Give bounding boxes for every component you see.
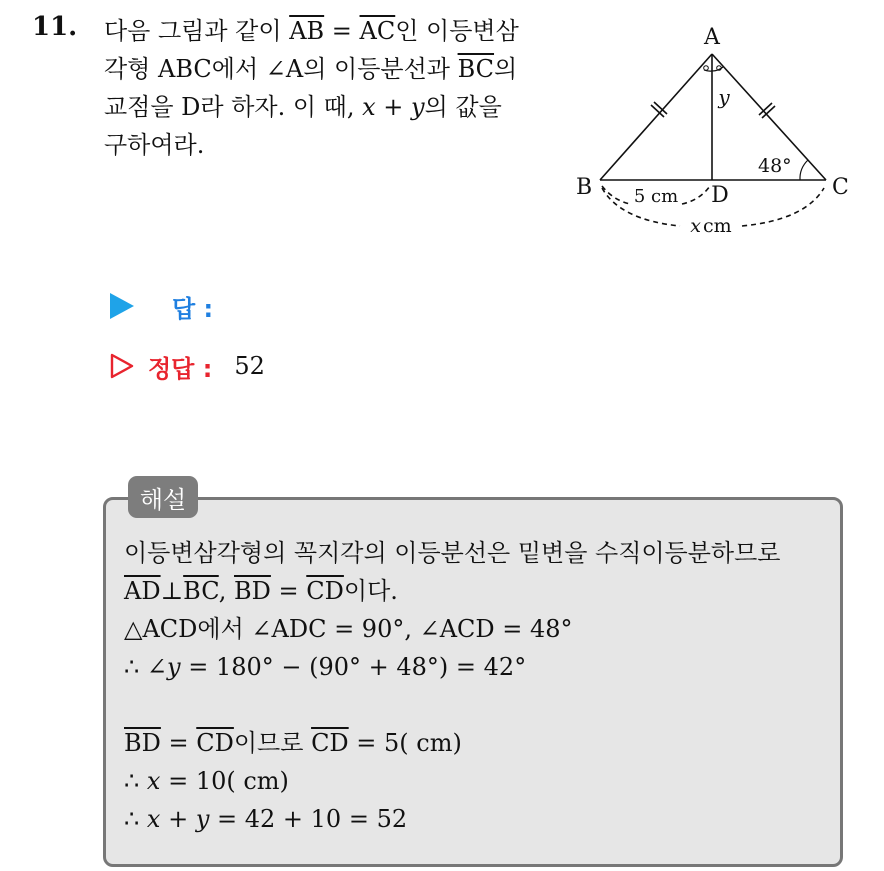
variable-x: x bbox=[146, 805, 161, 833]
plus-sign: + bbox=[160, 805, 196, 833]
variable-y: y bbox=[411, 93, 425, 121]
question-number: 11. bbox=[32, 12, 78, 42]
label-bd-length: 5 cm bbox=[633, 186, 679, 207]
equals-sign: = bbox=[324, 17, 360, 45]
explanation-line-5 bbox=[124, 724, 780, 762]
explanation-text-part: 이다. bbox=[343, 577, 398, 605]
segment-cd: $\overline{CD}$ bbox=[196, 729, 234, 757]
explanation-line-7 bbox=[124, 800, 780, 838]
question-line-1 bbox=[104, 12, 554, 50]
explanation-text-part: = 42 + 10 = 52 bbox=[209, 805, 408, 833]
dashed-bd-right bbox=[682, 186, 710, 204]
answer-label: 답 : bbox=[172, 294, 214, 323]
variable-y: y bbox=[195, 805, 210, 833]
dashed-bc-right bbox=[742, 188, 824, 226]
explanation-line-1: 이등변삼각형의 꼭지각의 이등분선은 밑변을 수직이등분하므로 bbox=[124, 539, 781, 567]
question-text-part: 교점을 D라 하자. 이 때, bbox=[104, 93, 363, 121]
equals-sign: = bbox=[270, 577, 307, 605]
label-bc-unit: cm bbox=[703, 215, 732, 237]
explanation-content bbox=[124, 534, 780, 838]
segment-bd: $\overline{BD}$ bbox=[234, 577, 271, 605]
explanation-tag: 해설 bbox=[128, 476, 198, 518]
label-c: C bbox=[832, 175, 849, 200]
label-d: D bbox=[711, 183, 729, 208]
correct-answer-value: 52 bbox=[234, 352, 265, 380]
outline-triangle-icon bbox=[110, 353, 134, 379]
explanation-text-part: = 5( cm) bbox=[348, 729, 462, 757]
answer-row bbox=[110, 288, 213, 324]
explanation-text-part: 이므로 bbox=[233, 729, 312, 757]
question-line-3 bbox=[104, 88, 554, 126]
correct-answer-row bbox=[110, 348, 265, 384]
segment-bd: $\overline{BD}$ bbox=[124, 729, 161, 757]
explanation-line-4 bbox=[124, 648, 780, 686]
explanation-line-2 bbox=[124, 572, 780, 610]
explanation-text-part: = 180° − (90° + 48°) = 42° bbox=[180, 653, 527, 681]
segment-ad: $\overline{AD}$ bbox=[124, 577, 161, 605]
question-text bbox=[104, 12, 554, 164]
play-icon bbox=[110, 293, 134, 319]
question-text-part: 다음 그림과 같이 bbox=[104, 17, 290, 45]
therefore-sign: ∴ ∠ bbox=[124, 653, 168, 681]
label-b: B bbox=[576, 175, 593, 200]
label-angle-48: 48° bbox=[758, 155, 792, 177]
therefore-sign: ∴ bbox=[124, 805, 147, 833]
question-text-part: 각형 ABC에서 ∠A의 이등분선과 bbox=[104, 55, 458, 83]
angle-arc-c bbox=[800, 160, 808, 180]
label-a: A bbox=[704, 25, 720, 50]
side-ab bbox=[600, 54, 712, 180]
question-text-part: 인 이등변삼 bbox=[395, 17, 519, 45]
variable-x: x bbox=[362, 93, 376, 121]
comma: , bbox=[218, 577, 235, 605]
segment-cd: $\overline{CD}$ bbox=[306, 577, 344, 605]
explanation-line-6 bbox=[124, 762, 780, 800]
equals-sign: = bbox=[160, 729, 197, 757]
segment-ab: $\overline{AB}$ bbox=[289, 17, 325, 45]
variable-x: x bbox=[146, 767, 161, 795]
perpendicular-sign: ⊥ bbox=[160, 577, 184, 605]
dashed-bd-left bbox=[602, 186, 630, 204]
triangle-figure bbox=[570, 20, 860, 240]
variable-y: y bbox=[167, 653, 181, 681]
explanation-text-part: = 10( cm) bbox=[160, 767, 289, 795]
segment-bc: $\overline{BC}$ bbox=[183, 577, 219, 605]
explanation-spacer bbox=[124, 686, 780, 724]
label-bc-var: x bbox=[690, 215, 701, 237]
angle-mark-left bbox=[704, 66, 709, 71]
segment-ac: $\overline{AC}$ bbox=[359, 17, 396, 45]
question-text-part: 의 값을 bbox=[424, 93, 502, 121]
question-line-4: 구하여라. bbox=[104, 131, 205, 159]
question-line-2 bbox=[104, 50, 554, 88]
explanation-line-3: △ACD에서 ∠ADC = 90°, ∠ACD = 48° bbox=[124, 615, 573, 643]
plus-sign: + bbox=[375, 93, 412, 121]
label-angle-y: y bbox=[718, 85, 730, 109]
segment-cd: $\overline{CD}$ bbox=[311, 729, 349, 757]
segment-bc: $\overline{BC}$ bbox=[457, 55, 495, 83]
question-text-part: 의 bbox=[494, 55, 518, 83]
therefore-sign: ∴ bbox=[124, 767, 147, 795]
correct-answer-label: 정답 : bbox=[148, 354, 213, 383]
